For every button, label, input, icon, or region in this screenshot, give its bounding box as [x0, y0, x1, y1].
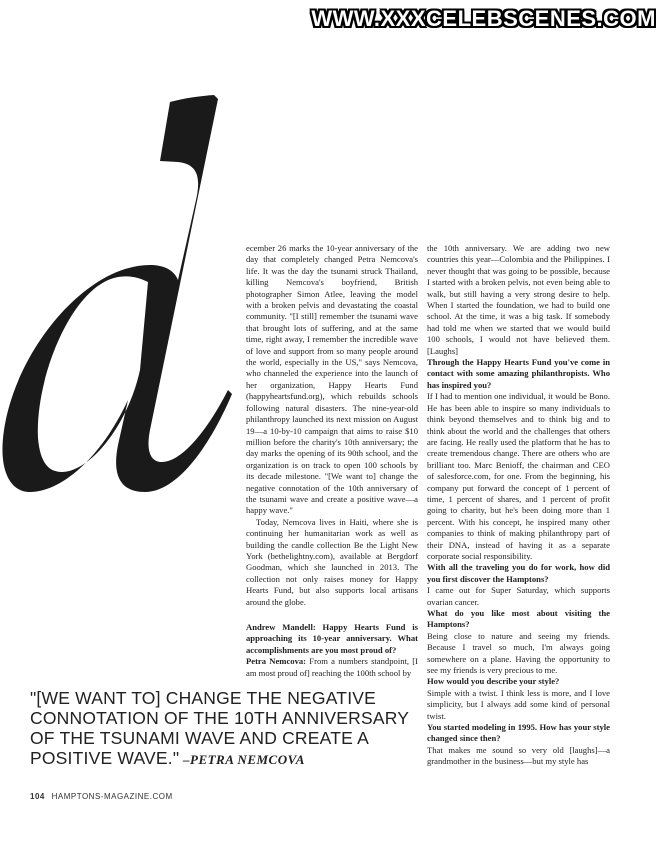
interview-answer: That makes me sound so very old [laughs]—a grandmother in the business—but my style has — [427, 744, 610, 767]
interview-answer: the 10th anniversary. We are adding two new countries this year—Colombia and the Philippines. I never thought that was going to be possible, because I started with a broken pelvis, not even being able to walk, but still having a very strong desire to help. When I started the foundation, we had to build one school. At the time, it was a big task. If somebody had told me when we started that we would build 100 schools, I would not have believed them. [Laughs] — [427, 243, 610, 356]
page-footer — [30, 792, 173, 801]
interview-answer — [246, 656, 418, 679]
pull-quote — [30, 688, 420, 770]
interview-answer: I came out for Super Saturday, which supports ovarian cancer. — [427, 585, 610, 607]
interview-question: With all the traveling you do for work, how did you first discover the Hamptons? — [427, 562, 610, 584]
pull-quote-text: "[WE WANT TO] CHANGE THE NEGATIVE CONNOTATION OF THE 10TH ANNIVERSARY OF THE TSUNAMI WAVE AND CREATE A POSITIVE WAVE." — [30, 688, 409, 768]
interview-question: How would you describe your style? — [427, 676, 560, 687]
interview-answer: Being close to nature and seeing my friends. Because I travel so much, I'm always going somewhere on a plane. Having the opportunity to see my friends is very precious to me. — [427, 630, 610, 676]
article-column-2 — [427, 243, 610, 768]
footer-site: HAMPTONS-MAGAZINE.COM — [51, 792, 173, 801]
article-paragraph: ecember 26 marks the 10-year anniversary of the day that completely changed Petra Nemcova's life. It was the day the tsunami struck Thailand, killing Nemcova's boyfriend, British photographer Simon Atlee, leaving the model with a broken pelvis and devastating the coastal community. "[I still] remember the tsunami wave that brought lots of suffering, and at the same time, right away, I remember the incredible wave of love and support from so many people around the world, especially in the US," says Nemcova, who channeled the experience into the launch of her organization, Happy Hearts Fund (happyheartsfund.org), which rebuilds schools following natural disasters. The nine-year-old philanthropy launched its next mission on August 19—a 10-by-10 campaign that aims to raise $10 million before the charity's 10th anniversary; the day marks the opening of its 90th school, and the organization is on track to open 100 schools by its decade milestone. "[We want to] change the negative connotation of the 10th anniversary of the tsunami wave and create a positive wave—a happy wave." — [246, 243, 418, 516]
page-number: 104 — [30, 792, 45, 801]
interview-question: Through the Happy Hearts Fund you've come in contact with some amazing philanthropists. Who has inspired you? — [427, 357, 610, 390]
interview-question: Andrew Mandell: Happy Hearts Fund is approaching its 10-year anniversary. What accomplishments are you most proud of? — [246, 622, 418, 655]
watermark: WWW.XXXCELEBSCENES.COM — [311, 6, 656, 31]
speaker-name: Petra Nemcova: — [246, 656, 307, 667]
answer-text: From a numbers standpoint, [I am most proud of] reaching the 100th school by — [246, 656, 419, 678]
interview-question: What do you like most about visiting the Hamptons? — [427, 608, 610, 630]
interview-answer: Simple with a twist. I think less is more, and I love simplicity, but I always add some kind of personal twist. — [427, 687, 610, 721]
article-paragraph: Today, Nemcova lives in Haiti, where she is continuing her humanitarian work as well as building the candle collection Be the Light New York (bethelightny.com), available at Bergdorf Goodman, which she launched in 2013. The collection not only raises money for Happy Hearts Fund, but also supports local artisans around the globe. — [246, 516, 418, 607]
article-column-1 — [246, 243, 418, 679]
interview-question: You started modeling in 1995. How has your style changed since then? — [427, 722, 610, 744]
pull-quote-attribution: –PETRA NEMCOVA — [179, 752, 305, 767]
interview-answer: If I had to mention one individual, it would be Bono. He has been able to inspire so many individuals to think beyond themselves and to think big and to think about the world and the challenges that others are facing. He really used the platform that he has to create tremendous change. There are others who are brilliant too. Marc Benioff, the chairman and CEO of salesforce.com, for one. From the beginning, his company put forward the concept of 1 percent of time, 1 percent of shares, and 1 percent of profit going to charity, but he's been doing more than 1 percent. With his concept, he inspired many other companies to think of making philanthropy part of their DNA, instead of having it as a separate corporate social responsibility. — [427, 391, 610, 561]
drop-cap-d — [0, 90, 240, 510]
